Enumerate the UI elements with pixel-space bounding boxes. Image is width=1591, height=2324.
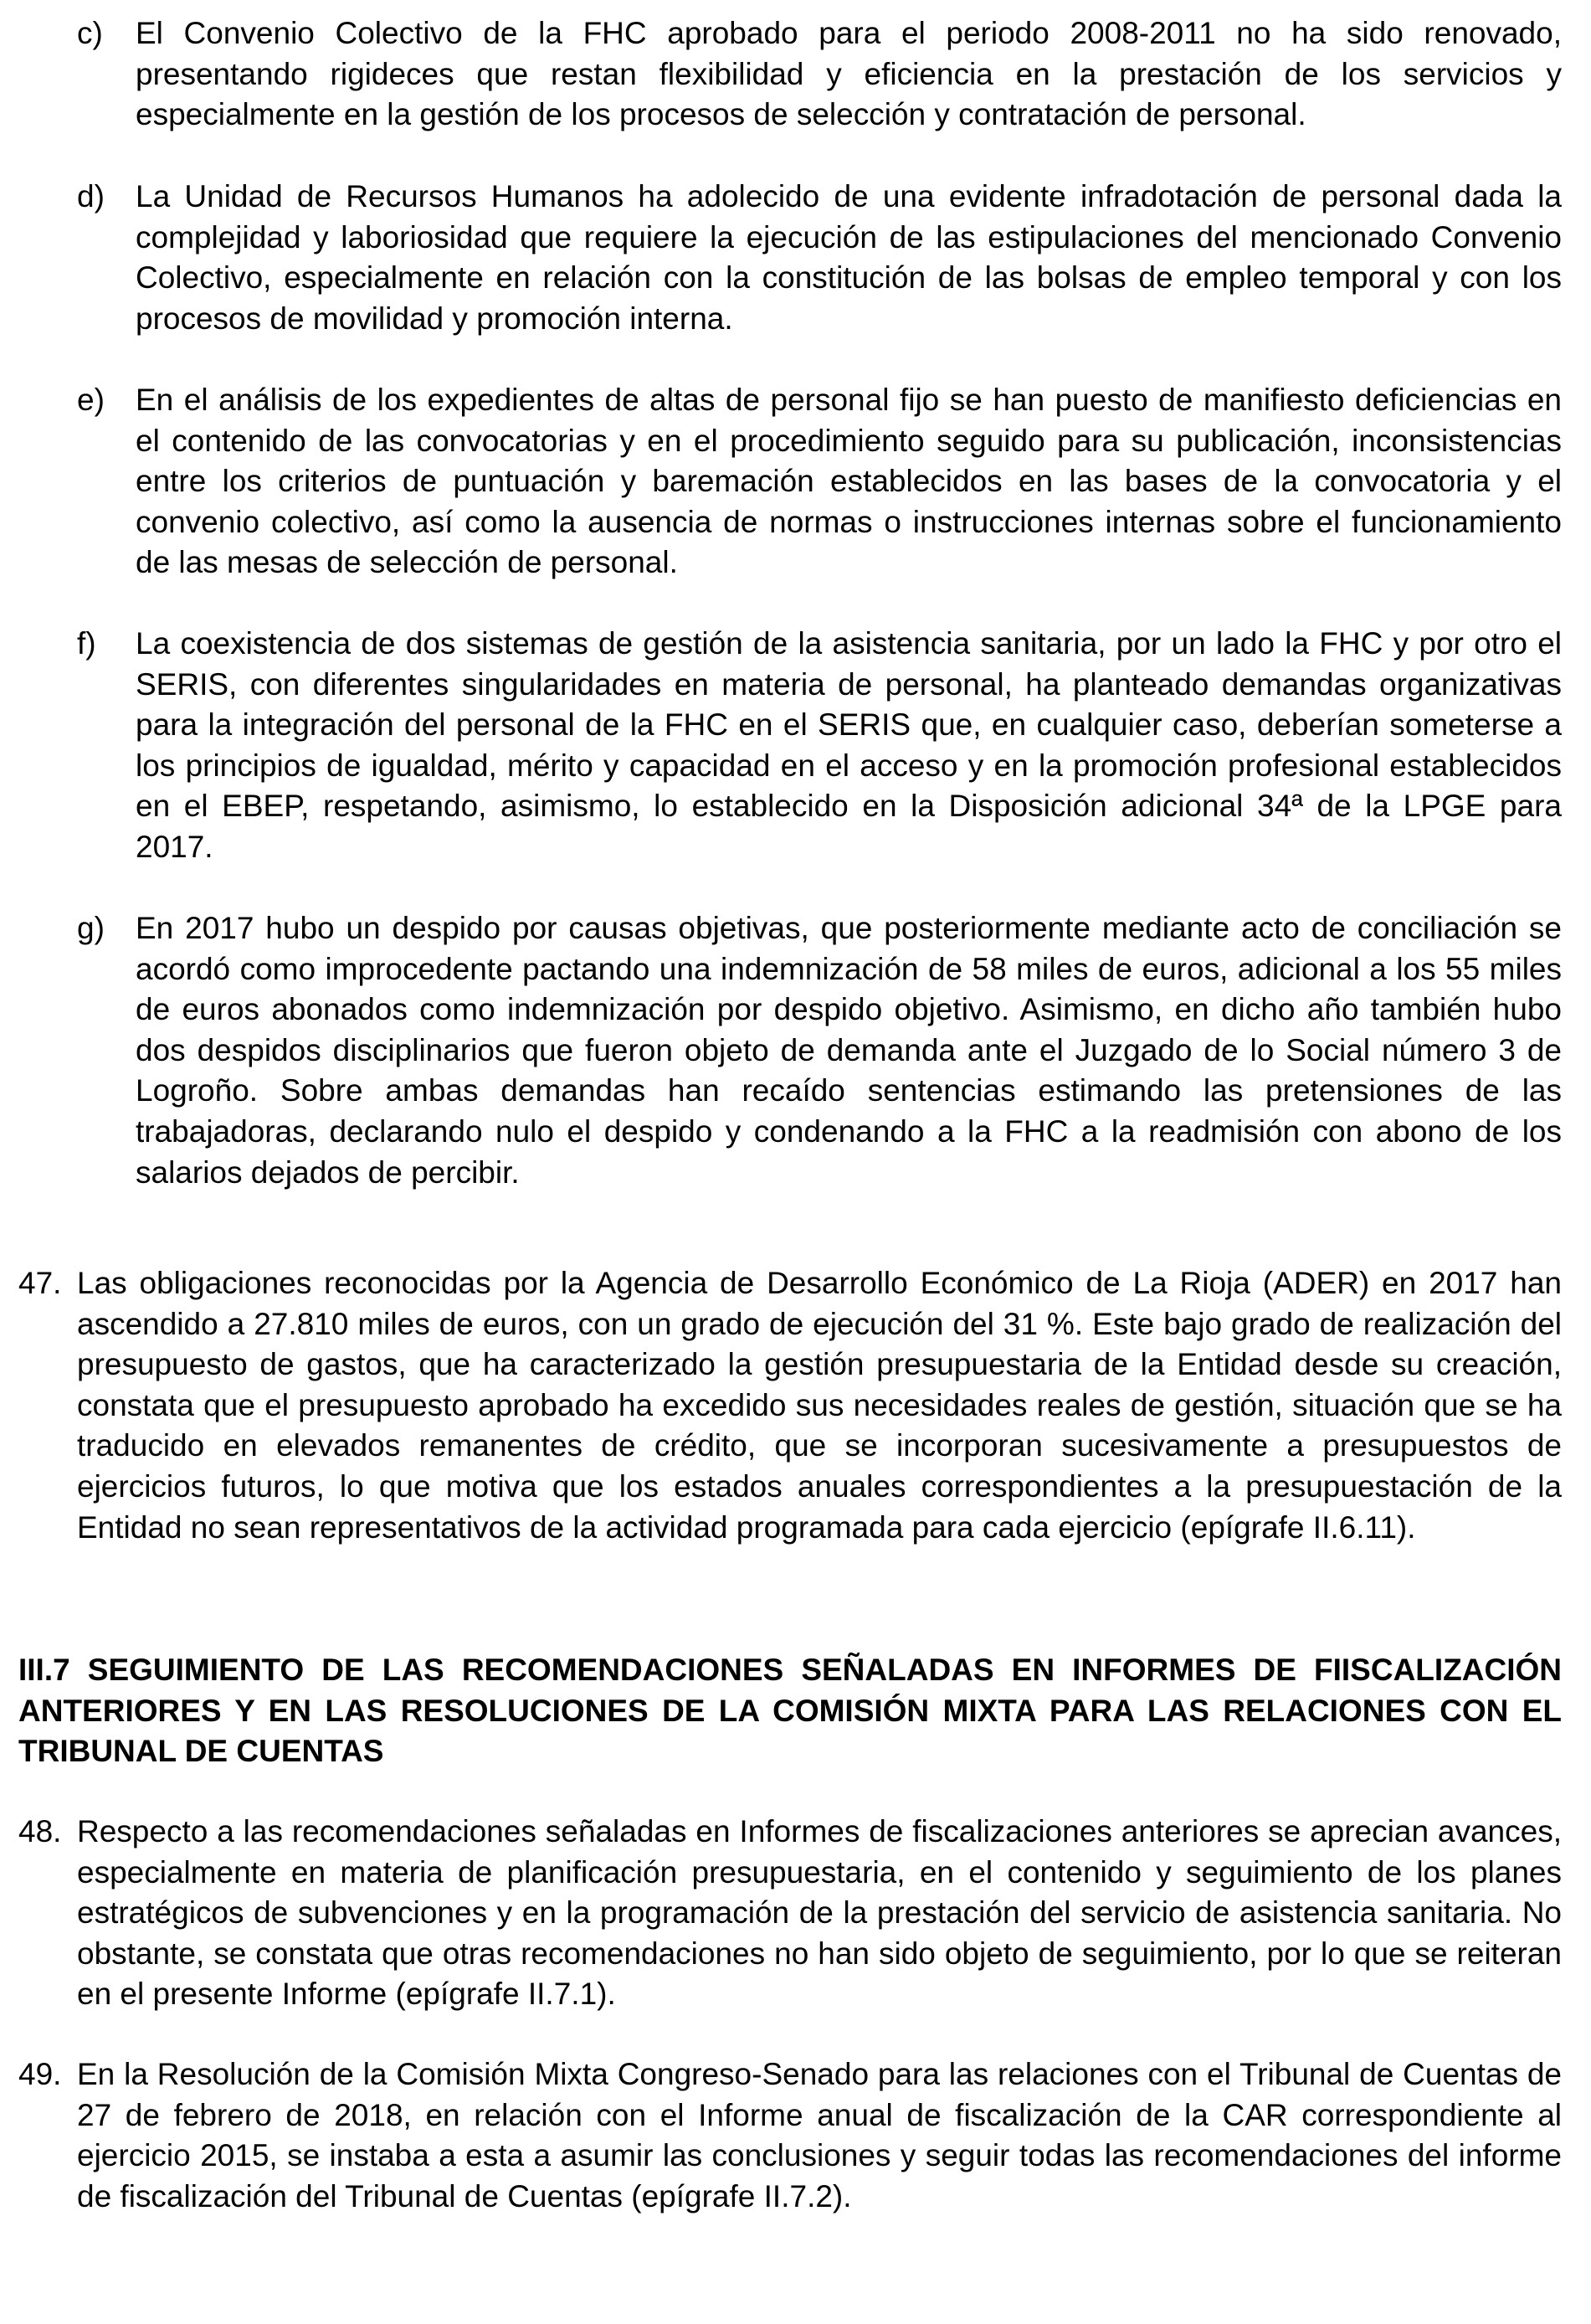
paragraph-text: Las obligaciones reconocidas por la Agencia de Desarrollo Económico de La Rioja (ADER) en 2017 han ascendido a 27.810 miles de euros, con un grado de ejecución del 31 %. Este bajo grado de realización del presupuesto de gastos, que ha caracterizado la gestión presupuestaria de la Entidad desde su creación, constata que el presupuesto aprobado ha excedido sus necesidades reales de gestión, situación que se ha traducido en elevados remanentes de crédito, que se incorporan sucesivamente a presupuestos de ejercicios futuros, lo que motiva que los estados anuales correspondientes a la presupuestación de la Entidad no sean representativos de la actividad programada para cada ejercicio (epígrafe II.6.11). [77, 1266, 1562, 1545]
paragraph-number: 48. [18, 1814, 62, 1848]
paragraph-49 [18, 2054, 1562, 2217]
list-item-e [77, 380, 1562, 584]
item-label: c) [77, 16, 103, 50]
list-item-f [77, 624, 1562, 868]
paragraph-text: Respecto a las recomendaciones señaladas en Informes de fiscalizaciones anteriores se aprecian avances, especialmente en materia de planificación presupuestaria, en el contenido y seguimiento de los planes estratégicos de subvenciones y en la programación de la prestación del servicio de asistencia sanitaria. No obstante, se constata que otras recomendaciones no han sido objeto de seguimiento, por lo que se reiteran en el presente Informe (epígrafe II.7.1). [77, 1814, 1562, 2012]
paragraph-47 [18, 1263, 1562, 1548]
list-item-c [77, 13, 1562, 136]
item-text: En 2017 hubo un despido por causas objetivas, que posteriormente mediante acto de conciliación se acordó como improcedente pactando una indemnización de 58 miles de euros, adicional a los 55 miles de euros abonados como indemnización por despido objetivo. Asimismo, en dicho año también hubo dos despidos disciplinarios que fueron objeto de demanda ante el Juzgado de lo Social número 3 de Logroño. Sobre ambas demandas han recaído sentencias estimando las pretensiones de las trabajadoras, declarando nulo el despido y condenando a la FHC a la readmisión con abono de los salarios dejados de percibir. [136, 911, 1562, 1190]
list-item-g [77, 908, 1562, 1193]
item-label: g) [77, 911, 105, 945]
paragraph-number: 49. [18, 2057, 62, 2091]
section-heading: III.7 SEGUIMIENTO DE LAS RECOMENDACIONES SEÑALADAS EN INFORMES DE FIISCALIZACIÓN ANTERIORES Y EN LAS RESOLUCIONES DE LA COMISIÓN MIXTA PARA LAS RELACIONES CON EL TRIBUNAL DE CUENTAS [18, 1653, 1562, 1769]
item-text: En el análisis de los expedientes de altas de personal fijo se han puesto de manifiesto deficiencias en el contenido de las convocatorias y en el procedimiento seguido para su publicación, inconsistencias entre los criterios de puntuación y baremación establecidos en las bases de la convocatoria y el convenio colectivo, así como la ausencia de normas o instrucciones internas sobre el funcionamiento de las mesas de selección de personal. [136, 383, 1562, 580]
item-label: d) [77, 179, 105, 213]
item-label: e) [77, 383, 105, 417]
item-text: La Unidad de Recursos Humanos ha adolecido de una evidente infradotación de personal dada la complejidad y laboriosidad que requiere la ejecución de las estipulaciones del mencionado Convenio Colectivo, especialmente en relación con la constitución de las bolsas de empleo temporal y con los procesos de movilidad y promoción interna. [136, 179, 1562, 336]
paragraph-text: En la Resolución de la Comisión Mixta Congreso-Senado para las relaciones con el Tribunal de Cuentas de 27 de febrero de 2018, en relación con el Informe anual de fiscalización de la CAR correspondiente al ejercicio 2015, se instaba a esta a asumir las conclusiones y seguir todas las recomendaciones del informe de fiscalización del Tribunal de Cuentas (epígrafe II.7.2). [77, 2057, 1562, 2213]
paragraph-48 [18, 1812, 1562, 2015]
item-text: El Convenio Colectivo de la FHC aprobado para el periodo 2008-2011 no ha sido renovado, presentando rigideces que restan flexibilidad y eficiencia en la prestación de los servicios y especialmente en la gestión de los procesos de selección y contratación de personal. [136, 16, 1562, 132]
list-item-d [77, 177, 1562, 339]
item-label: f) [77, 626, 96, 661]
paragraph-number: 47. [18, 1266, 62, 1300]
item-text: La coexistencia de dos sistemas de gestión de la asistencia sanitaria, por un lado la FHC y por otro el SERIS, con diferentes singularidades en materia de personal, ha planteado demandas organizativas para la integración del personal de la FHC en el SERIS que, en cualquier caso, deberían someterse a los principios de igualdad, mérito y capacidad en el acceso y en la promoción profesional establecidos en el EBEP, respetando, asimismo, lo establecido en la Disposición adicional 34ª de la LPGE para 2017. [136, 626, 1562, 864]
